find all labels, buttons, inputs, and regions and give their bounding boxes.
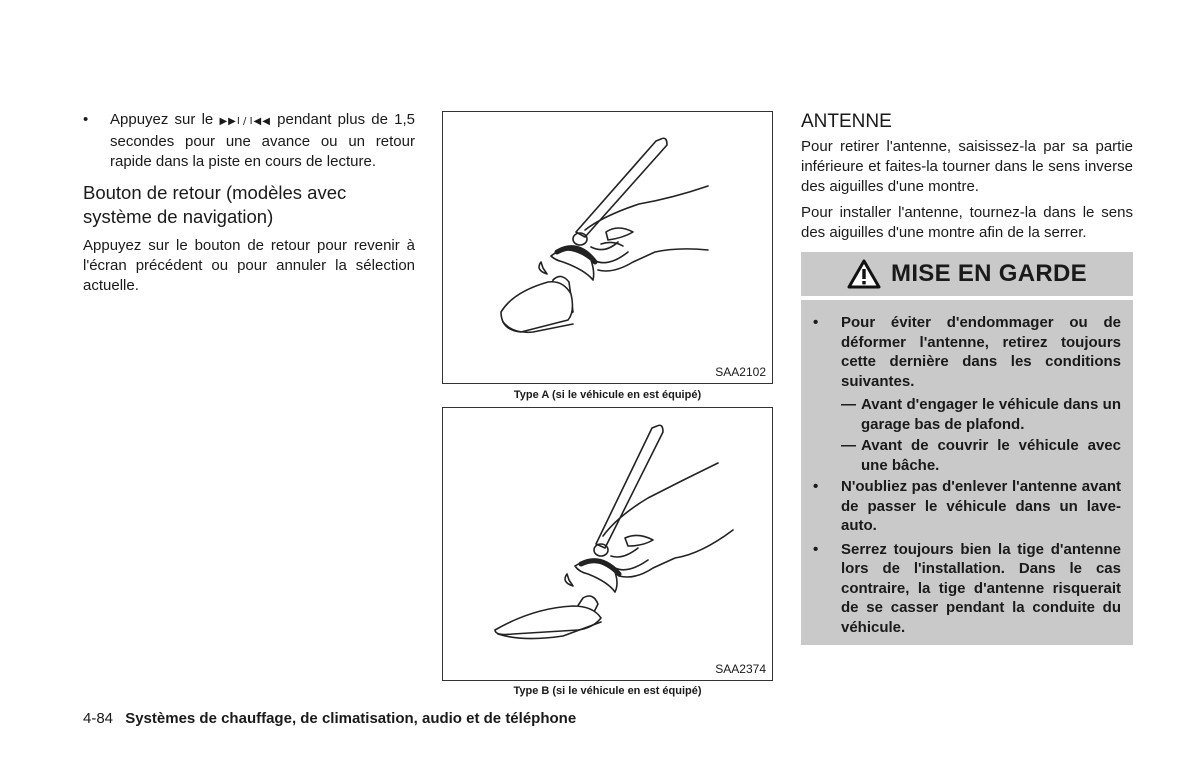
page-number: 4-84 xyxy=(83,710,114,727)
paragraph-remove-antenna: Pour retirer l'antenne, saisissez-la par sa partie inférieure et faites-la tourner dans le sens inverse des aiguilles d'une montre. xyxy=(801,138,1133,195)
paragraph-back-button: Appuyez sur le bouton de retour pour revenir à l'écran précédent ou pour annuler la sélection actuelle. xyxy=(83,237,415,294)
warning-body xyxy=(801,300,1133,645)
warning-bullet xyxy=(813,540,1121,638)
figure-caption: Type B (si le véhicule en est équipé) xyxy=(513,685,702,697)
section-title: Systèmes de chauffage, de climatisation, audio et de téléphone xyxy=(125,710,577,727)
bullet-text-before: Appuyez sur le xyxy=(110,111,214,128)
figure-type-b xyxy=(442,407,773,681)
antenna-type-b-illustration xyxy=(443,408,774,682)
paragraph-install-antenna: Pour installer l'antenne, tournez-la dans le sens des aiguilles d'une montre afin de la serrer. xyxy=(801,204,1133,241)
dash-marker: — xyxy=(841,396,856,413)
right-column xyxy=(801,110,1133,243)
warning-bullet xyxy=(813,477,1121,536)
warning-bullet-text: Serrez toujours bien la tige d'antenne lors de l'installation. Dans le cas contraire, la tige d'antenne risquerait de se casser pendant la conduite du véhicule. xyxy=(841,540,1121,636)
warning-title: MISE EN GARDE xyxy=(891,260,1087,287)
warning-bullet-text: N'oubliez pas d'enlever l'antenne avant de passer le véhicule dans un lave-auto. xyxy=(841,478,1121,534)
warning-dash-item xyxy=(813,395,1121,434)
figure-type-a xyxy=(442,111,773,384)
page-footer xyxy=(83,710,576,727)
bullet-marker: • xyxy=(813,314,819,331)
figure-caption: Type A (si le véhicule en est équipé) xyxy=(513,389,702,401)
seek-buttons-icon: ▶▶I / I◀◀ xyxy=(219,116,271,127)
warning-bullet-text: Pour éviter d'endommager ou de déformer l'antenne, retirez toujours cette dernière dans les conditions suivantes. xyxy=(841,314,1121,390)
warning-dash-item xyxy=(813,436,1121,475)
figure-code: SAA2374 xyxy=(715,662,766,676)
bullet-text-after: pendant plus de 1,5 secondes pour une avance ou un retour rapide dans la piste en cours de lecture. xyxy=(110,111,415,170)
bullet-seek xyxy=(83,110,415,172)
warning-header xyxy=(801,252,1133,296)
bullet-marker: • xyxy=(813,540,819,558)
warning-dash-text: Avant d'engager le véhicule dans un garage bas de plafond. xyxy=(861,396,1121,433)
bullet-marker: • xyxy=(813,478,819,495)
left-column xyxy=(83,110,415,296)
figure-code: SAA2102 xyxy=(715,365,766,379)
warning-triangle-icon xyxy=(847,259,881,289)
bullet-marker: • xyxy=(83,111,89,128)
section-heading-antenne: ANTENNE xyxy=(801,111,892,132)
subheading-back-button: Bouton de retour (modèles avec système de navigation) xyxy=(83,182,347,227)
warning-bullet xyxy=(813,313,1121,391)
dash-marker: — xyxy=(841,437,856,454)
warning-dash-text: Avant de couvrir le véhicule avec une bâche. xyxy=(861,437,1121,474)
antenna-type-a-illustration xyxy=(443,112,774,385)
